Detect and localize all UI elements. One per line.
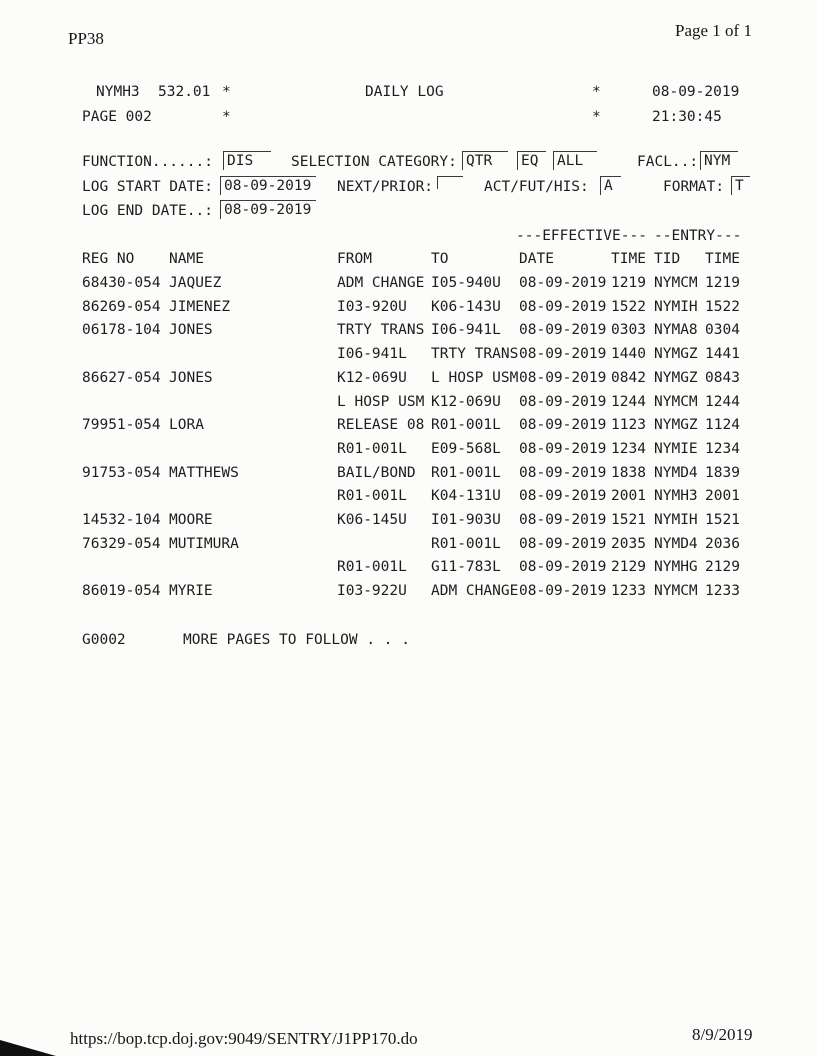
table-row [0, 371, 817, 395]
function-label: FUNCTION......: [82, 154, 213, 170]
cell-from: K12-069U [337, 369, 407, 386]
entry-group-header: --ENTRY--- [654, 228, 742, 244]
cell-to: K12-069U [431, 393, 501, 410]
cell-tid: NYMGZ [654, 369, 698, 386]
cell-name: JONES [169, 369, 213, 386]
table-row [0, 537, 817, 561]
cell-from: I03-922U [337, 583, 407, 600]
cell-regno: 76329-054 [82, 535, 161, 552]
table-row [0, 395, 817, 419]
cell-to: K04-131U [431, 488, 501, 505]
cell-time: 2035 [611, 535, 646, 552]
cell-name: JIMENEZ [169, 298, 231, 315]
col-header-name: NAME [169, 251, 204, 267]
cell-to: ADM CHANGE [431, 583, 519, 600]
cell-from: I06-941L [337, 346, 407, 363]
star-mark: * [222, 84, 231, 100]
cell-date: 08-09-2019 [519, 275, 607, 291]
next-prior-label: NEXT/PRIOR: [337, 179, 434, 195]
cell-entry-time: 1234 [705, 440, 740, 457]
cell-from: R01-001L [337, 559, 407, 576]
cell-date: 08-09-2019 [519, 440, 607, 457]
table-row [0, 442, 817, 466]
cell-time: 1234 [611, 440, 646, 457]
format-field: T [731, 176, 750, 195]
table-row [0, 560, 817, 584]
cell-tid: NYMGZ [654, 417, 698, 434]
cell-date: 08-09-2019 [519, 417, 607, 434]
cell-from: R01-001L [337, 488, 407, 505]
star-mark: * [222, 109, 231, 125]
cell-entry-time: 1521 [705, 512, 740, 528]
format-label: FORMAT: [663, 179, 725, 195]
cell-time: 1522 [611, 298, 646, 315]
col-header-regno: REG NO [82, 251, 135, 267]
cell-tid: NYMIE [654, 440, 698, 457]
cell-tid: NYMH3 [654, 488, 698, 505]
log-end-label: LOG END DATE..: [82, 203, 213, 219]
cell-entry-time: 1233 [705, 583, 740, 600]
cell-date: 08-09-2019 [519, 322, 607, 339]
selection-category-field: QTR [462, 151, 508, 170]
cell-to: R01-001L [431, 464, 501, 481]
log-table-header [0, 252, 817, 276]
cell-time: 1233 [611, 583, 646, 600]
cell-regno: 91753-054 [82, 464, 161, 481]
log-start-field: 08-09-2019 [220, 176, 316, 195]
cell-name: MATTHEWS [169, 464, 239, 481]
table-row [0, 489, 817, 513]
page-label: PAGE 002 [82, 109, 152, 125]
cell-time: 0303 [611, 322, 646, 339]
cell-date: 08-09-2019 [519, 535, 607, 552]
cell-entry-time: 2129 [705, 559, 740, 576]
cell-to: R01-001L [431, 417, 501, 434]
next-prior-field [437, 176, 463, 189]
star-mark: * [592, 109, 601, 125]
cell-entry-time: 0843 [705, 369, 740, 386]
page-indicator: Page 1 of 1 [675, 21, 752, 40]
report-time: 21:30:45 [652, 109, 722, 125]
act-fut-his-label: ACT/FUT/HIS: [484, 179, 589, 195]
cell-name: MYRIE [169, 583, 213, 600]
cell-tid: NYMD4 [654, 535, 698, 552]
report-date: 08-09-2019 [652, 84, 740, 100]
facl-field: NYM [700, 151, 738, 170]
cell-to: I01-903U [431, 512, 501, 528]
cell-regno: 86269-054 [82, 298, 161, 315]
cell-entry-time: 0304 [705, 322, 740, 339]
cell-from: TRTY TRANS [337, 322, 425, 339]
doc-code: PP38 [68, 29, 104, 48]
cell-regno: 06178-104 [82, 322, 161, 339]
table-row [0, 347, 817, 371]
cell-tid: NYMIH [654, 512, 698, 528]
cell-date: 08-09-2019 [519, 298, 607, 315]
cell-to: L HOSP USM [431, 369, 519, 386]
cell-tid: NYMCM [654, 393, 698, 410]
cell-regno: 68430-054 [82, 275, 161, 291]
cell-tid: NYMA8 [654, 322, 698, 339]
cell-regno: 14532-104 [82, 512, 161, 528]
cell-time: 1219 [611, 275, 646, 291]
function-field: DIS [223, 151, 271, 170]
table-row [0, 323, 817, 347]
footer-date: 8/9/2019 [692, 1025, 753, 1044]
report-title: DAILY LOG [365, 84, 444, 100]
cell-from: BAIL/BOND [337, 464, 416, 481]
cell-entry-time: 1244 [705, 393, 740, 410]
table-row [0, 584, 817, 608]
table-row [0, 418, 817, 442]
cell-date: 08-09-2019 [519, 393, 607, 410]
log-start-label: LOG START DATE: [82, 179, 213, 195]
cell-time: 1244 [611, 393, 646, 410]
cell-to: R01-001L [431, 535, 501, 552]
log-end-field: 08-09-2019 [220, 200, 316, 219]
facl-label: FACL..: [637, 154, 699, 170]
terminal-id: NYMH3 [96, 84, 140, 100]
col-header-date: DATE [519, 251, 554, 267]
cell-to: K06-143U [431, 298, 501, 315]
cell-date: 08-09-2019 [519, 464, 607, 481]
act-fut-his-field: A [600, 176, 621, 195]
cell-date: 08-09-2019 [519, 512, 607, 528]
effective-group-header: ---EFFECTIVE--- [516, 228, 647, 244]
cell-entry-time: 1219 [705, 275, 740, 291]
cell-from: ADM CHANGE [337, 275, 425, 291]
table-row [0, 300, 817, 324]
cell-entry-time: 1522 [705, 298, 740, 315]
col-header-time: TIME [611, 251, 646, 267]
star-mark: * [592, 84, 601, 100]
table-row [0, 276, 817, 300]
cell-from: K06-145U [337, 512, 407, 528]
selection-value-field: ALL [553, 151, 597, 170]
status-message: MORE PAGES TO FOLLOW . . . [183, 632, 410, 648]
cell-from: R01-001L [337, 440, 407, 457]
cell-date: 08-09-2019 [519, 583, 607, 600]
cell-from: RELEASE 08 [337, 417, 425, 434]
cell-name: MUTIMURA [169, 535, 239, 552]
cell-to: TRTY TRANS [431, 346, 519, 363]
cell-tid: NYMD4 [654, 464, 698, 481]
cell-time: 0842 [611, 369, 646, 386]
cell-date: 08-09-2019 [519, 559, 607, 576]
col-header-tid: TID [654, 251, 681, 267]
scan-corner-artifact [0, 1040, 56, 1056]
cell-tid: NYMCM [654, 583, 698, 600]
cell-from: L HOSP USM [337, 393, 425, 410]
cell-entry-time: 1124 [705, 417, 740, 434]
cell-name: JONES [169, 322, 213, 339]
cell-time: 1521 [611, 512, 646, 528]
cell-to: G11-783L [431, 559, 501, 576]
operator-field: EQ [517, 151, 546, 170]
col-header-entry-time: TIME [705, 251, 740, 267]
cell-regno: 79951-054 [82, 417, 161, 434]
cell-tid: NYMHG [654, 559, 698, 576]
cell-time: 2001 [611, 488, 646, 505]
cell-to: E09-568L [431, 440, 501, 457]
cell-entry-time: 1441 [705, 346, 740, 363]
program-number: 532.01 [158, 84, 211, 100]
cell-date: 08-09-2019 [519, 369, 607, 386]
cell-to: I05-940U [431, 275, 501, 291]
cell-time: 1440 [611, 346, 646, 363]
cell-name: JAQUEZ [169, 275, 222, 291]
status-code: G0002 [82, 632, 126, 648]
cell-regno: 86627-054 [82, 369, 161, 386]
col-header-to: TO [431, 251, 449, 267]
cell-entry-time: 1839 [705, 464, 740, 481]
cell-name: MOORE [169, 512, 213, 528]
cell-from: I03-920U [337, 298, 407, 315]
table-row [0, 513, 817, 537]
cell-tid: NYMCM [654, 275, 698, 291]
cell-time: 1123 [611, 417, 646, 434]
cell-tid: NYMIH [654, 298, 698, 315]
cell-date: 08-09-2019 [519, 488, 607, 505]
cell-time: 1838 [611, 464, 646, 481]
cell-tid: NYMGZ [654, 346, 698, 363]
selection-category-label: SELECTION CATEGORY: [291, 154, 457, 170]
cell-to: I06-941L [431, 322, 501, 339]
cell-entry-time: 2036 [705, 535, 740, 552]
cell-name: LORA [169, 417, 204, 434]
col-header-from: FROM [337, 251, 372, 267]
cell-time: 2129 [611, 559, 646, 576]
cell-entry-time: 2001 [705, 488, 740, 505]
cell-regno: 86019-054 [82, 583, 161, 600]
cell-date: 08-09-2019 [519, 346, 607, 363]
table-row [0, 466, 817, 490]
footer-url: https://bop.tcp.doj.gov:9049/SENTRY/J1PP170.do [70, 1029, 418, 1048]
